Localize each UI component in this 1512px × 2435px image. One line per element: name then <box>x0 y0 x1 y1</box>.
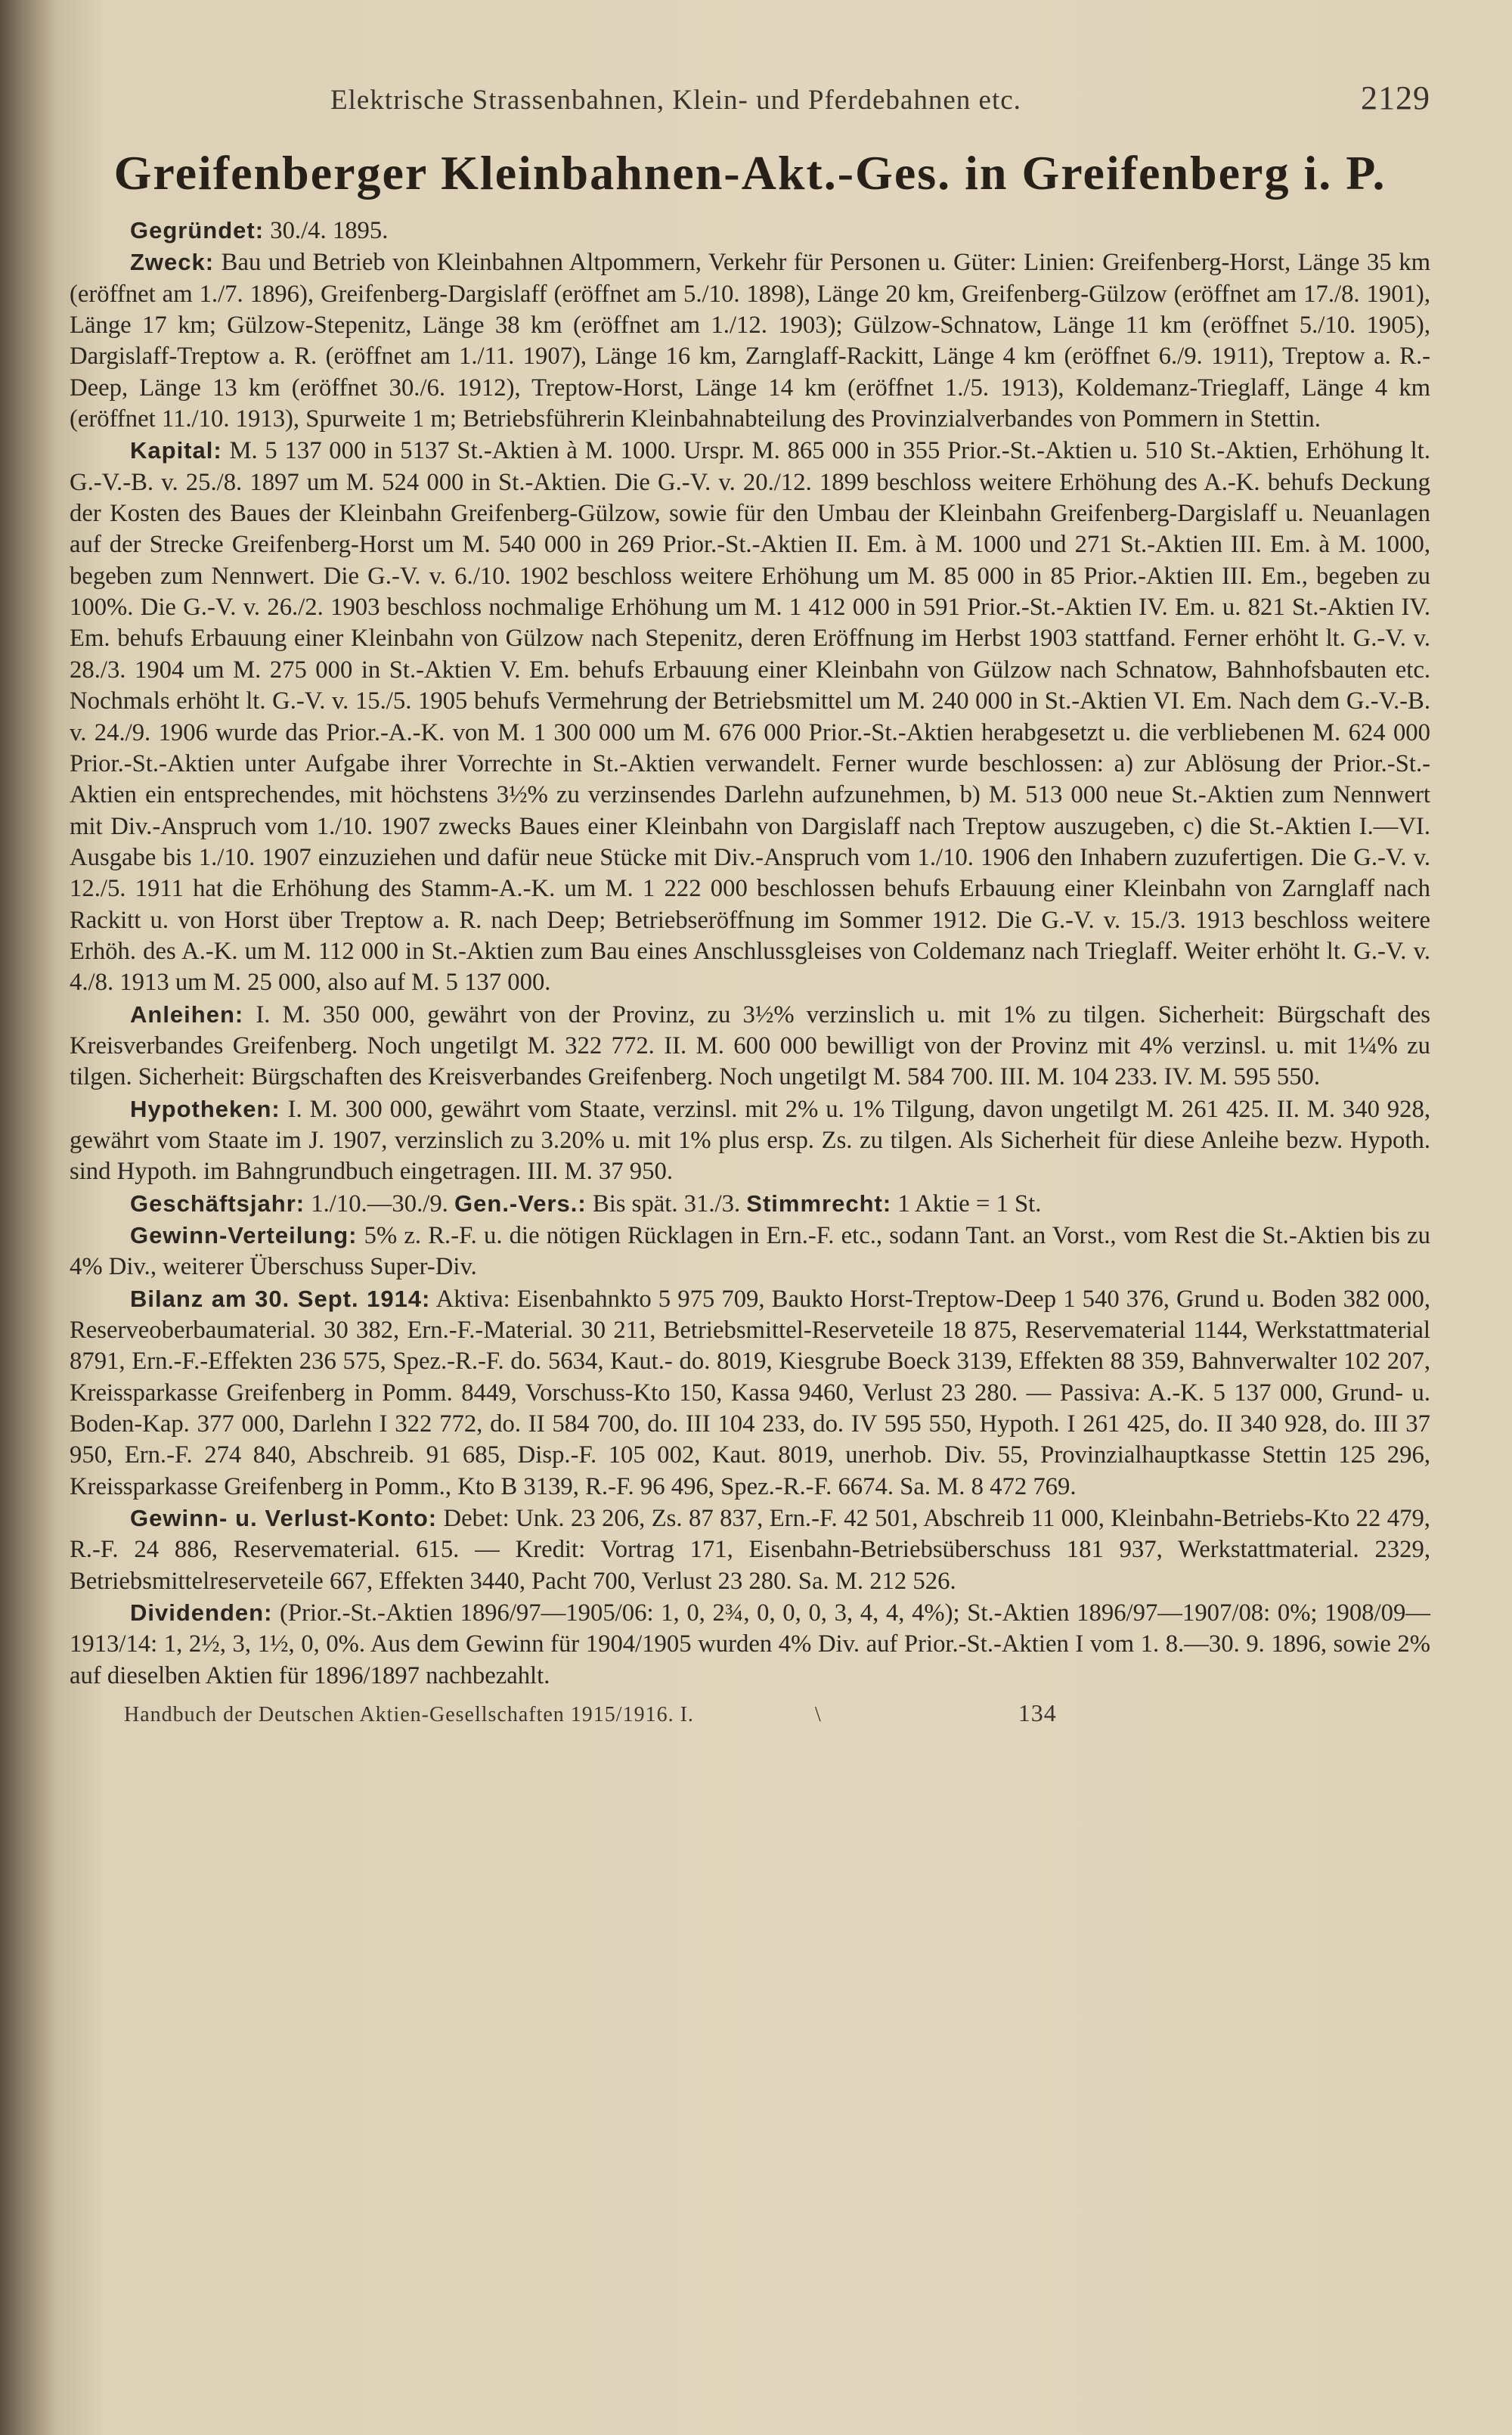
section-dividenden <box>70 1597 1430 1692</box>
section-text: I. M. 350 000, gewährt von der Provinz, zu 3½% verzinslich u. mit 1% zu tilgen. Sicherheit: Bürgschaft des Kreisverbandes Greifenberg. Noch ungetilgt M. 322 772. II. M. 600 000 bewilligt von der Provinz mit 4% verzinsl. u. mit 1¼% zu tilgen. Sicherheit: Bürgschaften des Kreisverbandes Greifenberg. Noch ungetilgt M. 584 700. III. M. 104 233. IV. M. 595 550. <box>70 1000 1430 1091</box>
section-label: Gewinn-Verteilung: <box>130 1222 358 1249</box>
section-label: Kapital: <box>130 437 222 464</box>
section-gewinn-verteilung <box>70 1220 1430 1283</box>
page-content <box>70 79 1430 1727</box>
section-geschaeftsjahr <box>70 1188 1430 1220</box>
section-label: Dividenden: <box>130 1599 273 1627</box>
running-head-title: Elektrische Strassenbahnen, Klein- und Pferdebahnen etc. <box>330 85 1021 116</box>
section-zweck <box>70 247 1430 435</box>
section-text: 1./10.—30./9. <box>305 1190 455 1218</box>
entry-body <box>70 215 1430 1692</box>
section-label-gen-vers: Gen.-Vers.: <box>454 1190 587 1217</box>
section-hypotheken <box>70 1093 1430 1188</box>
section-text-stimmrecht: 1 Aktie = 1 St. <box>891 1190 1042 1218</box>
section-bilanz <box>70 1283 1430 1503</box>
section-text: 30./4. 1895. <box>264 217 389 244</box>
section-text: I. M. 300 000, gewährt vom Staate, verzinsl. mit 2% u. 1% Tilgung, davon ungetilgt M. 261 425. II. M. 340 928, gewährt vom Staate im J. 1907, verzinslich zu 3.20% u. mit 1% plus ersp. Zs. zu tilgen. Als Sicherheit für diese Anleihe bezw. Hypoth. sind Hypoth. im Bahngrundbuch eingetragen. III. M. 37 950. <box>70 1095 1430 1186</box>
section-anleihen <box>70 999 1430 1093</box>
company-title: Greifenberger Kleinbahnen-Akt.-Ges. in Greifenberg i. P. <box>113 146 1387 200</box>
section-text: (Prior.-St.-Aktien 1896/97—1905/06: 1, 0, 2¾, 0, 0, 0, 3, 4, 4, 4%); St.-Aktien 1896/97—1907/08: 0%; 1908/09—1913/14: 1, 2½, 3, 1½, 0, 0%. Aus dem Gewinn für 1904/1905 wurden 4% Div. auf Prior.-St.-Aktien I vom 1. 8.—30. 9. 1896, sowie 2% auf dieselben Aktien für 1896/1897 nachbezahlt. <box>70 1599 1430 1689</box>
section-gegruendet <box>70 215 1430 247</box>
page-number: 2129 <box>1361 79 1430 116</box>
section-text: M. 5 137 000 in 5137 St.-Aktien à M. 1000. Urspr. M. 865 000 in 355 Prior.-St.-Aktien u. 510 St.-Aktien, Erhöhung lt. G.-V.-B. v. 25./8. 1897 um M. 524 000 in St.-Aktien. Die G.-V. v. 20./12. 1899 beschloss weitere Erhöhung des A.-K. behufs Deckung der Kosten des Baues der Kleinbahn Greifenberg-Gülzow, sowie für den Umbau der Kleinbahn Greifenberg-Dargislaff u. Neuanlagen auf der Strecke Greifenberg-Horst um M. 540 000 in 269 Prior.-St.-Aktien II. Em. à M. 1000 und 271 St.-Aktien III. Em. à M. 1000, begeben zum Nennwert. Die G.-V. v. 6./10. 1902 beschloss weitere Erhöhung um M. 85 000 in 85 Prior.-Aktien III. Em., begeben zu 100%. Die G.-V. v. 26./2. 1903 beschloss nochmalige Erhöhung um M. 1 412 000 in 591 Prior.-St.-Aktien IV. Em. u. 821 St.-Aktien IV. Em. behufs Erbauung einer Kleinbahn von Gülzow nach Stepenitz, deren Eröffnung im Herbst 1903 stattfand. Ferner erhöht lt. G.-V. v. 28./3. 1904 um M. 275 000 in St.-Aktien V. Em. behufs Erbauung einer Kleinbahn von Gülzow nach Schnatow, Bahnhofsbauten etc. Nochmals erhöht lt. G.-V. v. 15./5. 1905 behufs Vermehrung der Betriebsmittel um M. 240 000 in St.-Aktien VI. Em. Nach dem G.-V.-B. v. 24./9. 1906 wurde das Prior.-A.-K. von M. 1 300 000 um M. 676 000 Prior.-St.-Aktien herabgesetzt u. die verbliebenen M. 624 000 Prior.-St.-Aktien unter Aufgabe ihrer Vorrechte in St.-Aktien verwandelt. Ferner wurde beschlossen: a) zur Ablösung der Prior.-St.-Aktien ein entsprechendes, mit höchstens 3½% zu verzinsendes Darlehn aufzunehmen, b) M. 513 000 neue St.-Aktien zum Nennwert mit Div.-Anspruch vom 1./10. 1907 zwecks Baues einer Kleinbahn von Dargislaff nach Treptow auszugeben, c) die St.-Aktien I.—VI. Ausgabe bis 1./10. 1907 einzuziehen und dafür neue Stücke mit Div.-Anspruch vom 1./10. 1906 den Inhabern zuzufertigen. Die G.-V. v. 12./5. 1911 hat die Erhöhung des Stamm-A.-K. um M. 1 222 000 beschlossen behufs Erbauung einer Kleinbahn von Zarnglaff nach Rackitt u. von Horst über Treptow a. R. nach Deep; Betriebseröffnung im Sommer 1912. Die G.-V. v. 15./3. 1913 beschloss weitere Erhöh. des A.-K. um M. 112 000 in St.-Aktien zum Bau eines Anschlussgleises von Coldemanz nach Trieglaff. Weiter erhöht lt. G.-V. v. 4./8. 1913 um M. 25 000, also auf M. 5 137 000. <box>70 437 1430 997</box>
footer-mark: \ <box>814 1703 822 1727</box>
section-label: Hypotheken: <box>130 1095 280 1122</box>
section-label: Geschäftsjahr: <box>130 1190 305 1217</box>
section-label: Gewinn- u. Verlust-Konto: <box>130 1505 438 1532</box>
section-label: Anleihen: <box>130 1000 244 1028</box>
section-label: Zweck: <box>130 249 215 276</box>
section-label: Bilanz am 30. Sept. 1914: <box>130 1285 431 1312</box>
section-text-gen-vers: Bis spät. 31./3. <box>586 1190 747 1218</box>
section-kapital <box>70 435 1430 998</box>
section-text: Aktiva: Eisenbahnkto 5 975 709, Baukto Horst-Treptow-Deep 1 540 376, Grund u. Boden 382 000, Reserveoberbaumaterial. 30 382, Ern.-F.-Material. 30 211, Betriebsmittel-Reserveteile 18 875, Reservematerial 1144, Werkstattmaterial 8791, Ern.-F.-Effekten 236 575, Spez.-R.-F. do. 5634, Kaut.- do. 8019, Kiesgrube Boeck 3139, Effekten 88 359, Bahnverwalter 102 207, Kreissparkasse Greifenberg in Pomm. 8449, Vorschuss-Kto 150, Kassa 9460, Verlust 23 280. — Passiva: A.-K. 5 137 000, Grund- u. Boden-Kap. 377 000, Darlehn I 322 772, do. II 584 700, do. III 104 233, do. IV 595 550, Hypoth. I 261 425, do. II 340 928, do. III 37 950, Ern.-F. 274 840, Abschreib. 91 685, Disp.-F. 105 002, Kaut. 8019, unerhob. Div. 55, Provinzialhauptkasse Stettin 125 296, Kreissparkasse Greifenberg in Pomm., Kto B 3139, R.-F. 96 496, Spez.-R.-F. 6674. Sa. M. 8 472 769. <box>70 1285 1430 1500</box>
section-label: Gegründet: <box>130 217 265 244</box>
footer-source: Handbuch der Deutschen Aktien-Gesellschaften 1915/1916. I. <box>124 1703 694 1727</box>
section-label-stimmrecht: Stimmrecht: <box>746 1190 892 1217</box>
page-footer <box>70 1699 1430 1727</box>
section-text: Bau und Betrieb von Kleinbahnen Altpommern, Verkehr für Personen u. Güter: Linien: Greifenberg-Horst, Länge 35 km (eröffnet am 1./7. 1896), Greifenberg-Dargislaff (eröffnet am 5./10. 1898), Länge 20 km, Greifenberg-Gülzow (eröffnet am 17./8. 1901), Länge 17 km; Gülzow-Stepenitz, Länge 38 km (eröffnet am 1./12. 1903); Gülzow-Schnatow, Länge 11 km (eröffnet 5./10. 1905), Dargislaff-Treptow a. R. (eröffnet am 1./11. 1907), Länge 16 km, Zarnglaff-Rackitt, Länge 4 km (eröffnet 6./9. 1911), Treptow a. R.-Deep, Länge 13 km (eröffnet 30./6. 1912), Treptow-Horst, Länge 14 km (eröffnet 1./5. 1913), Koldemanz-Trieglaff, Länge 4 km (eröffnet 11./10. 1913), Spurweite 1 m; Betriebsführerin Kleinbahnabteilung des Provinzialverbandes von Pommern in Stettin. <box>70 249 1430 433</box>
footer-sheet-number: 134 <box>1018 1699 1057 1727</box>
section-gewinn-verlust <box>70 1503 1430 1597</box>
section-text: 5% z. R.-F. u. die nötigen Rücklagen in Ern.-F. etc., sodann Tant. an Vorst., vom Rest die St.-Aktien bis zu 4% Div., weiterer Überschuss Super-Div. <box>70 1222 1430 1281</box>
running-head <box>70 79 1430 126</box>
section-text: Debet: Unk. 23 206, Zs. 87 837, Ern.-F. 42 501, Abschreib 11 000, Kleinbahn-Betriebs-Kto 22 479, R.-F. 24 886, Reservematerial. 615. — Kredit: Vortrag 171, Eisenbahn-Betriebsüberschuss 181 937, Werkstattmaterial. 2329, Betriebsmittelreserveteile 667, Effekten 3440, Pacht 700, Verlust 23 280. Sa. M. 212 526. <box>70 1505 1430 1595</box>
